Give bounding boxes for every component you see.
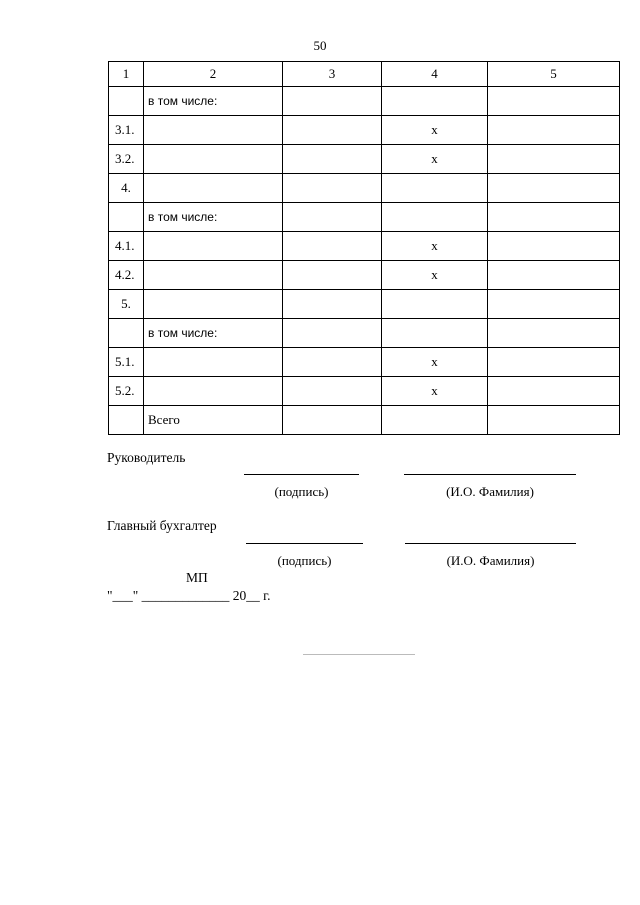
column-3-cell [283,116,382,145]
column-3-cell [283,203,382,232]
row-label-text: в том числе: [148,326,218,340]
header-cell: 3 [283,62,382,87]
column-3-cell [283,406,382,435]
column-3-cell [283,377,382,406]
row-number-cell: 4.2. [109,261,144,290]
column-4-cell [382,203,488,232]
column-3-cell [283,232,382,261]
column-4-cell: х [382,348,488,377]
column-5-cell [488,87,620,116]
table-row [109,174,620,203]
row-label-text: в том числе: [148,210,218,224]
table-row [109,406,620,435]
column-5-cell [488,290,620,319]
table-row [109,319,620,348]
row-label-cell [144,87,283,116]
head-label: Руководитель [107,450,186,465]
column-4-cell: х [382,145,488,174]
row-number-cell: 5.1. [109,348,144,377]
table-row [109,87,620,116]
column-5-cell [488,174,620,203]
chief-accountant-signature-line [246,543,363,544]
column-4-cell [382,406,488,435]
row-label-text: в том числе: [148,94,218,108]
table-row [109,261,620,290]
table-row [109,232,620,261]
table-row [109,348,620,377]
table-row [109,116,620,145]
end-divider [303,654,415,655]
chief-accountant-label: Главный бухгалтер [107,518,217,533]
row-label-cell: Всего [144,406,283,435]
column-4-cell: х [382,377,488,406]
table-row [109,377,620,406]
column-5-cell [488,145,620,174]
column-4-cell: х [382,232,488,261]
table-row [109,145,620,174]
row-label-cell [144,261,283,290]
row-label-cell [144,174,283,203]
report-table [108,61,620,435]
table-row [109,290,620,319]
head-signature-caption: (подпись) [274,484,329,499]
row-number-cell [109,406,144,435]
column-4-cell [382,319,488,348]
column-3-cell [283,290,382,319]
chief-accountant-name-caption: (И.О. Фамилия) [446,553,535,568]
column-3-cell [283,348,382,377]
row-number-cell: 4.1. [109,232,144,261]
column-5-cell [488,203,620,232]
row-number-cell: 5.2. [109,377,144,406]
row-number-cell [109,87,144,116]
page-number: 50 [313,38,327,53]
column-3-cell [283,145,382,174]
column-4-cell: х [382,116,488,145]
date-line: "___" _____________ 20__ г. [107,588,271,603]
table-header-row [109,62,620,87]
column-3-cell [283,261,382,290]
row-number-cell: 4. [109,174,144,203]
header-cell: 4 [382,62,488,87]
stamp-mp-label: МП [186,570,208,585]
head-name-caption: (И.О. Фамилия) [446,484,534,499]
row-label-cell [144,377,283,406]
header-cell: 1 [109,62,144,87]
column-4-cell [382,87,488,116]
column-4-cell: х [382,261,488,290]
table-row [109,203,620,232]
row-label-cell [144,203,283,232]
column-4-cell [382,174,488,203]
column-5-cell [488,377,620,406]
column-5-cell [488,319,620,348]
column-5-cell [488,406,620,435]
column-4-cell [382,290,488,319]
column-5-cell [488,232,620,261]
column-3-cell [283,319,382,348]
chief-accountant-name-line [405,543,576,544]
row-number-cell: 3.2. [109,145,144,174]
row-label-cell [144,290,283,319]
head-name-line [404,474,576,475]
head-signature-line [244,474,359,475]
header-cell: 5 [488,62,620,87]
row-number-cell [109,203,144,232]
row-label-cell [144,232,283,261]
row-label-cell [144,145,283,174]
row-number-cell: 5. [109,290,144,319]
chief-accountant-signature-caption: (подпись) [277,553,332,568]
column-5-cell [488,348,620,377]
column-3-cell [283,87,382,116]
row-label-cell [144,319,283,348]
row-label-cell [144,348,283,377]
column-3-cell [283,174,382,203]
row-number-cell: 3.1. [109,116,144,145]
header-cell: 2 [144,62,283,87]
column-5-cell [488,116,620,145]
row-label-cell [144,116,283,145]
column-5-cell [488,261,620,290]
row-number-cell [109,319,144,348]
